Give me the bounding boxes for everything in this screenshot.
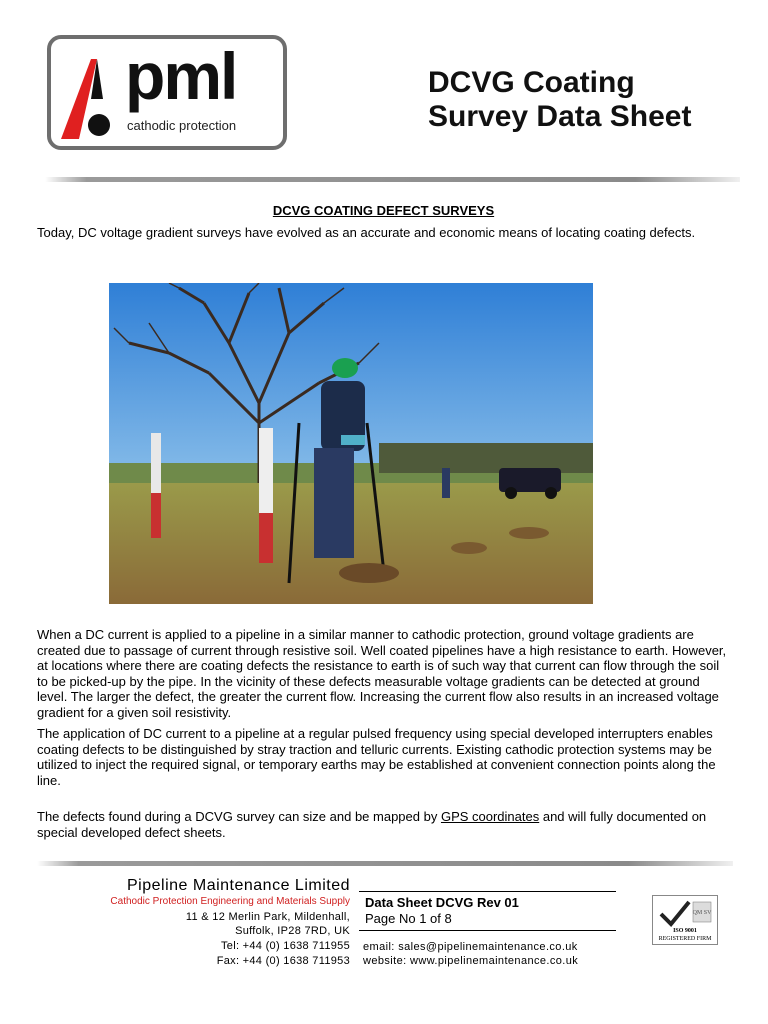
intro-paragraph: Today, DC voltage gradient surveys have evolved as an accurate and economic means of locating coating defects. bbox=[37, 225, 696, 240]
company-name: Pipeline Maintenance Limited bbox=[126, 877, 350, 894]
iso-9001-badge bbox=[652, 895, 718, 945]
telephone: Tel: +44 (0) 1638 711955 bbox=[220, 940, 350, 952]
section-heading: DCVG COATING DEFECT SURVEYS bbox=[272, 203, 495, 218]
iso-label: ISO 9001 bbox=[673, 928, 697, 934]
survey-photo bbox=[109, 283, 593, 604]
website-address[interactable]: website: www.pipelinemaintenance.co.uk bbox=[363, 955, 579, 967]
paragraph-1: When a DC current is applied to a pipeline in a similar manner to cathodic protection, ground voltage gradients are created due to passage of current through resistive soil. Well coated pipelines have a high resistance to earth. However, at locations where there are coating defects the resistance to earth is of such way that current can flow through the soil to be picked-up by the pipe. In the vicinity of these defects measurable voltage gradients can be detected at ground level. The larger the defect, the greater the current flow. Increasing the current flow also results in an increased voltage gradient for a given soil resistivity. bbox=[37, 627, 727, 720]
logo-black-dot bbox=[88, 114, 110, 136]
paragraph-2: The application of DC current to a pipeline at a regular pulsed frequency using special developed interrupters enables coating defects to be distinguished by stray traction and telluric currents. Existing cathodic protection systems may be utilized to inject the required signal, or temporary earths may be established at convenient connection points along the line. bbox=[37, 726, 716, 788]
email-address[interactable]: email: sales@pipelinemaintenance.co.uk bbox=[363, 941, 578, 953]
gps-coordinates-link[interactable]: GPS coordinates bbox=[440, 809, 540, 824]
logo-tagline: cathodic protection bbox=[127, 118, 237, 133]
iso-mark-text: QM SV bbox=[692, 910, 712, 916]
checkmark-icon bbox=[653, 898, 717, 928]
paragraph-3 bbox=[37, 809, 730, 840]
title-line-1: DCVG Coating bbox=[428, 66, 635, 99]
company-logo bbox=[47, 35, 287, 150]
header-divider bbox=[45, 177, 740, 182]
page-title bbox=[428, 66, 748, 134]
paragraph-3-text-end: and will fully documented on special developed defect sheets. bbox=[37, 809, 707, 840]
company-tagline: Cathodic Protection Engineering and Materials Supply bbox=[110, 896, 350, 907]
title-line-2: Survey Data Sheet bbox=[428, 100, 692, 133]
page-number: Page No 1 of 8 bbox=[365, 911, 452, 926]
footer-divider bbox=[37, 861, 733, 866]
address-line-1: 11 & 12 Merlin Park, Mildenhall, bbox=[185, 911, 350, 923]
paragraph-3-text: The defects found during a DCVG survey can size and be mapped by bbox=[37, 809, 441, 824]
datasheet-revision: Data Sheet DCVG Rev 01 bbox=[365, 895, 519, 910]
iso-registered: REGISTERED FIRM bbox=[658, 936, 712, 942]
logo-wordmark: pml bbox=[125, 39, 237, 113]
address-line-2: Suffolk, IP28 7RD, UK bbox=[235, 925, 350, 937]
fax: Fax: +44 (0) 1638 711953 bbox=[216, 955, 350, 967]
